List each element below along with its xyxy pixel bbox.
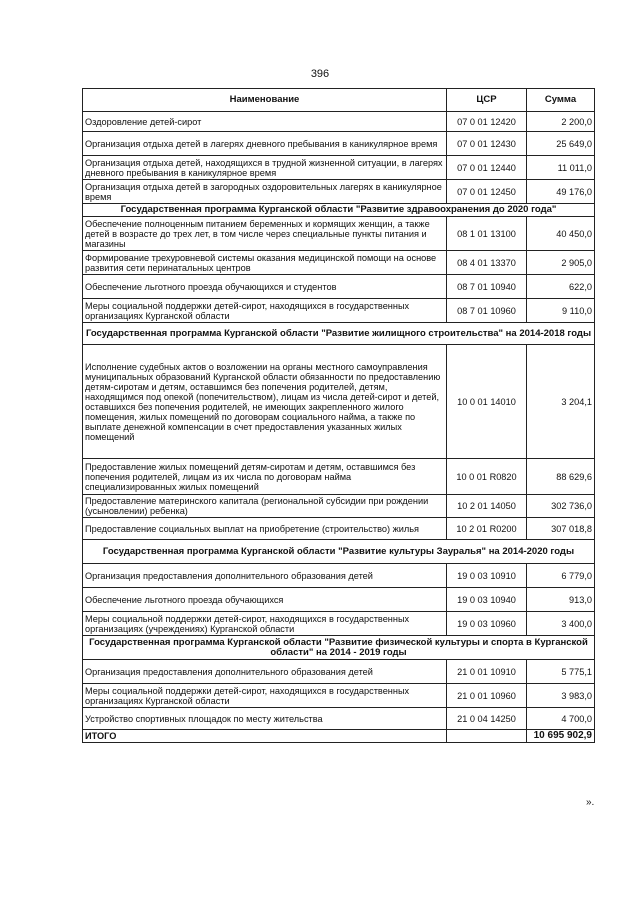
table-row — [83, 299, 595, 323]
row-sum: 3 204,1 — [527, 345, 595, 459]
section-title: Государственная программа Курганской области "Развитие физической культуры и спорта в Курганской области" на 2014 - 2019 годы — [83, 636, 595, 660]
total-sum: 10 695 902,9 — [527, 730, 595, 743]
row-sum: 3 983,0 — [527, 684, 595, 708]
row-code: 07 0 01 12420 — [447, 112, 527, 132]
row-code: 07 0 01 12430 — [447, 132, 527, 156]
row-sum: 11 011,0 — [527, 156, 595, 180]
row-code: 19 0 03 10910 — [447, 564, 527, 588]
total-row — [83, 730, 595, 743]
table-row — [83, 112, 595, 132]
column-header-code: ЦСР — [447, 89, 527, 112]
row-code: 10 0 01 14010 — [447, 345, 527, 459]
row-name: Оздоровление детей-сирот — [83, 112, 447, 132]
column-header-sum: Сумма — [527, 89, 595, 112]
table-row — [83, 660, 595, 684]
row-code: 19 0 03 10960 — [447, 612, 527, 636]
table-row — [83, 588, 595, 612]
row-name: Предоставление материнского капитала (региональной субсидии при рождении (усыновлении) ребенка) — [83, 495, 447, 518]
row-code: 10 0 01 R0820 — [447, 459, 527, 495]
row-sum: 40 450,0 — [527, 217, 595, 251]
table-row — [83, 684, 595, 708]
table-row — [83, 345, 595, 459]
row-code: 08 4 01 13370 — [447, 251, 527, 275]
section-row — [83, 636, 595, 660]
row-sum: 4 700,0 — [527, 708, 595, 730]
table-header-row — [83, 89, 595, 112]
section-title: Государственная программа Курганской области "Развитие здравоохранения до 2020 года" — [83, 204, 595, 217]
section-row — [83, 540, 595, 564]
row-code: 21 0 01 10910 — [447, 660, 527, 684]
row-sum: 622,0 — [527, 275, 595, 299]
row-sum: 88 629,6 — [527, 459, 595, 495]
row-name: Организация отдыха детей в лагерях дневного пребывания в каникулярное время — [83, 132, 447, 156]
row-sum: 49 176,0 — [527, 180, 595, 204]
table-row — [83, 217, 595, 251]
page-number: 396 — [310, 68, 330, 80]
row-name: Исполнение судебных актов о возложении на органы местного самоуправления муниципальных образований Курганской области обязанности по предоставлению детям-сиротам и детям, оставшимся без попечения родителей, детям, находящимся под опекой (попечительством), лицам из числа детей-сирот и детей, оставшихся без попечения родителей, не имеющих закрепленного жилого помещения, жилых помещений по договорам социального найма, а также по выплате денежной компенсации в счет предоставления указанных жилых помещений — [83, 345, 447, 459]
row-code: 19 0 03 10940 — [447, 588, 527, 612]
row-name: Меры социальной поддержки детей-сирот, находящихся в государственных организациях Курганской области — [83, 684, 447, 708]
total-code-cell — [447, 730, 527, 743]
table-row — [83, 132, 595, 156]
row-code: 10 2 01 R0200 — [447, 518, 527, 540]
row-name: Меры социальной поддержки детей-сирот, находящихся в государственных организациях Курганской области — [83, 299, 447, 323]
row-code: 08 7 01 10960 — [447, 299, 527, 323]
table-row — [83, 708, 595, 730]
row-name: Устройство спортивных площадок по месту жительства — [83, 708, 447, 730]
row-name: Организация отдыха детей в загородных оздоровительных лагерях в каникулярное время — [83, 180, 447, 204]
total-label: ИТОГО — [83, 730, 447, 743]
row-name: Организация предоставления дополнительного образования детей — [83, 564, 447, 588]
row-name: Организация отдыха детей, находящихся в трудной жизненной ситуации, в лагерях дневного пребывания в каникулярное время — [83, 156, 447, 180]
closing-quote-mark: ». — [586, 797, 595, 808]
row-sum: 25 649,0 — [527, 132, 595, 156]
row-sum: 3 400,0 — [527, 612, 595, 636]
row-code: 08 1 01 13100 — [447, 217, 527, 251]
row-name: Обеспечение льготного проезда обучающихся и студентов — [83, 275, 447, 299]
row-sum: 302 736,0 — [527, 495, 595, 518]
row-sum: 2 200,0 — [527, 112, 595, 132]
table-row — [83, 156, 595, 180]
row-code: 08 7 01 10940 — [447, 275, 527, 299]
table-row — [83, 518, 595, 540]
row-code: 10 2 01 14050 — [447, 495, 527, 518]
row-sum: 2 905,0 — [527, 251, 595, 275]
table-row — [83, 459, 595, 495]
table-row — [83, 275, 595, 299]
table-body — [83, 112, 595, 730]
row-name: Предоставление социальных выплат на приобретение (строительство) жилья — [83, 518, 447, 540]
row-sum: 5 775,1 — [527, 660, 595, 684]
section-title: Государственная программа Курганской области "Развитие культуры Зауралья" на 2014-2020 годы — [83, 540, 595, 564]
table-row — [83, 564, 595, 588]
section-row — [83, 204, 595, 217]
table-row — [83, 612, 595, 636]
row-name: Организация предоставления дополнительного образования детей — [83, 660, 447, 684]
column-header-name: Наименование — [83, 89, 447, 112]
row-code: 07 0 01 12440 — [447, 156, 527, 180]
table-row — [83, 251, 595, 275]
row-sum: 6 779,0 — [527, 564, 595, 588]
row-name: Предоставление жилых помещений детям-сиротам и детям, оставшимся без попечения родителей, лицам из их числа по договорам найма специализированных жилых помещений — [83, 459, 447, 495]
row-sum: 9 110,0 — [527, 299, 595, 323]
row-name: Формирование трехуровневой системы оказания медицинской помощи на основе развития сети перинатальных центров — [83, 251, 447, 275]
row-name: Меры социальной поддержки детей-сирот, находящихся в государственных организациях (учреждениях) Курганской области — [83, 612, 447, 636]
table-row — [83, 495, 595, 518]
row-code: 21 0 04 14250 — [447, 708, 527, 730]
row-name: Обеспечение полноценным питанием беременных и кормящих женщин, а также детей в возрасте до трех лет, в том числе через специальные пункты питания и магазины — [83, 217, 447, 251]
row-code: 21 0 01 10960 — [447, 684, 527, 708]
row-code: 07 0 01 12450 — [447, 180, 527, 204]
table-row — [83, 180, 595, 204]
budget-table — [82, 88, 595, 743]
row-sum: 913,0 — [527, 588, 595, 612]
row-name: Обеспечение льготного проезда обучающихся — [83, 588, 447, 612]
section-title: Государственная программа Курганской области "Развитие жилищного строительства" на 2014-2018 годы — [83, 323, 595, 345]
section-row — [83, 323, 595, 345]
row-sum: 307 018,8 — [527, 518, 595, 540]
